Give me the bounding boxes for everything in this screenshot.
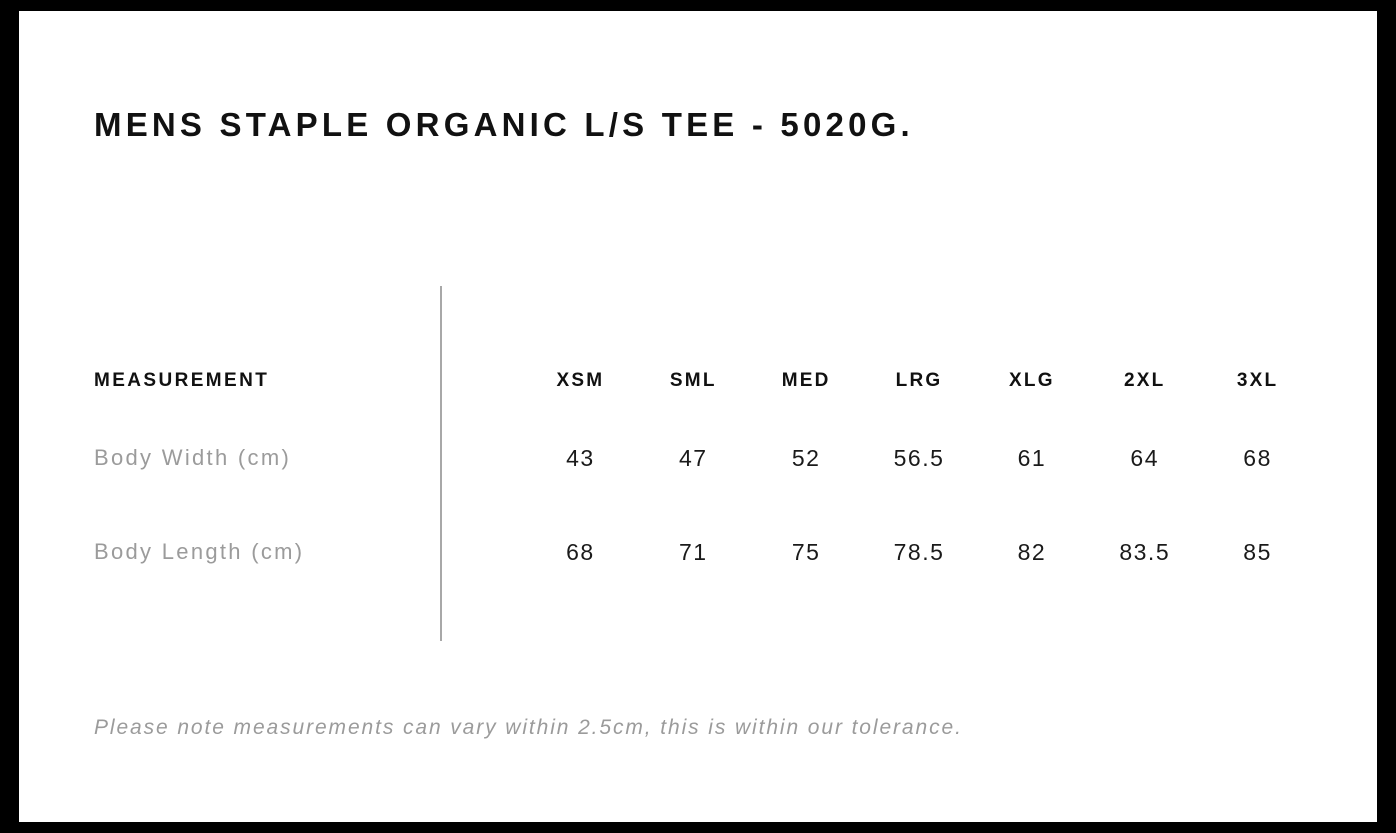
cell-body-width-xlg: 61: [1017, 444, 1047, 471]
cell-body-length-3xl: 85: [1243, 538, 1272, 565]
column-header-size-3xl: 3XL: [1236, 370, 1279, 391]
cell-body-width-xsm: 43: [566, 444, 595, 471]
row-label-body-length: Body Length (cm): [94, 539, 305, 564]
column-header-size-xsm: XSM: [556, 370, 605, 391]
cell-body-width-lrg: 56.5: [893, 444, 945, 471]
size-chart-table: [94, 351, 1314, 599]
size-chart-page: [19, 11, 1377, 822]
cell-body-length-xsm: 68: [566, 538, 595, 565]
table-header-row: [94, 351, 1314, 411]
column-header-size-med: MED: [781, 370, 831, 391]
page-title: MENS STAPLE ORGANIC L/S TEE - 5020G.: [94, 106, 914, 143]
column-header-measurement: MEASUREMENT: [94, 370, 270, 391]
cell-body-length-2xl: 83.5: [1119, 538, 1171, 565]
cell-body-length-med: 75: [791, 538, 821, 565]
table-row: [94, 505, 1314, 599]
tolerance-note: Please note measurements can vary within 2.5cm, this is within our tolerance.: [94, 716, 963, 739]
cell-body-length-xlg: 82: [1017, 538, 1047, 565]
cell-body-width-med: 52: [791, 444, 821, 471]
cell-body-width-sml: 47: [678, 444, 708, 471]
column-header-size-lrg: LRG: [895, 370, 943, 391]
column-header-size-sml: SML: [669, 370, 717, 391]
cell-body-width-3xl: 68: [1243, 444, 1272, 471]
cell-body-width-2xl: 64: [1130, 444, 1160, 471]
table-row: [94, 411, 1314, 505]
column-header-size-2xl: 2XL: [1124, 370, 1166, 391]
cell-body-length-lrg: 78.5: [893, 538, 945, 565]
column-header-size-xlg: XLG: [1009, 370, 1055, 391]
cell-body-length-sml: 71: [678, 538, 708, 565]
row-label-body-width: Body Width (cm): [94, 445, 292, 470]
